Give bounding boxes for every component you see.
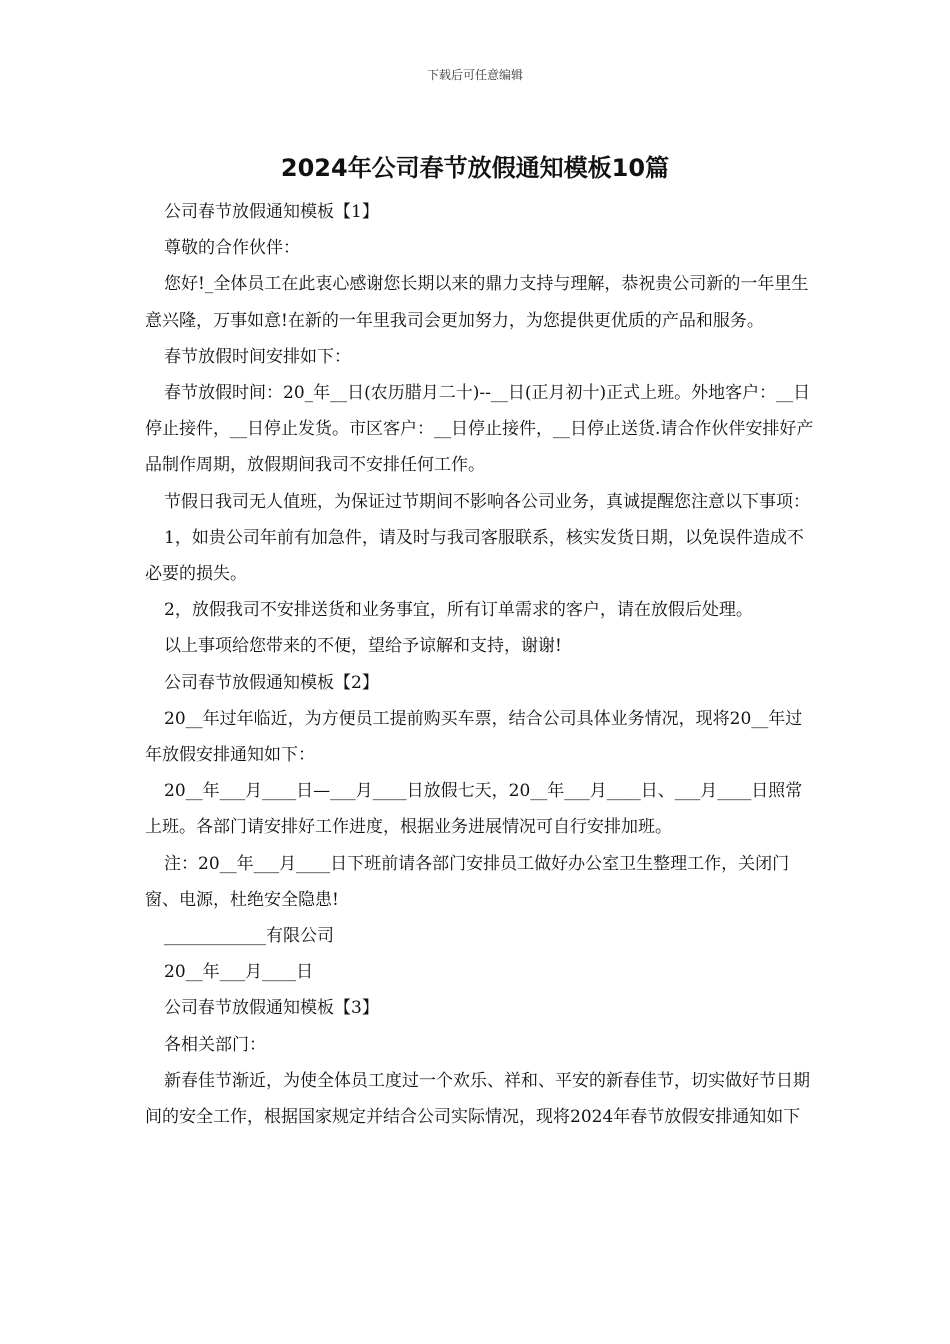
paragraph: 公司春节放假通知模板【2】 — [164, 672, 379, 693]
paragraph: 1，如贵公司年前有加急件，请及时与我司客服联系，核实发货日期，以免误件造成不必要的损失。 — [145, 527, 804, 585]
paragraph: 20__年过年临近，为方便员工提前购买车票，结合公司具体业务情况，现将20__年过年放假安排通知如下： — [145, 708, 803, 766]
header-note: 下载后可任意编辑 — [426, 68, 523, 82]
paragraph: 公司春节放假通知模板【3】 — [164, 998, 379, 1019]
paragraph: 各相关部门： — [164, 1034, 266, 1055]
document-body — [145, 194, 815, 1135]
paragraph: 20__年___月____日 — [164, 962, 314, 983]
paragraph: 以上事项给您带来的不便，望给予谅解和支持，谢谢! — [164, 636, 562, 657]
paragraph: 节假日我司无人值班，为保证过节期间不影响各公司业务，真诚提醒您注意以下事项： — [164, 491, 810, 512]
paragraph: 注：20__年___月____日下班前请各部门安排员工做好办公室卫生整理工作，关闭门窗、电源，杜绝安全隐患! — [145, 853, 790, 910]
paragraph: 春节放假时间：20_年__日(农历腊月二十)--__日(正月初十)正式上班。外地客户：__日停止接件，__日停止发货。市区客户：__日停止接件，__日停止送货.请合作伙伴安排好产品制作周期，放假期间我司不安排任何工作。 — [145, 383, 814, 476]
paragraph: ____________有限公司 — [164, 926, 334, 947]
paragraph: 新春佳节渐近，为使全体员工度过一个欢乐、祥和、平安的新春佳节，切实做好节日期间的安全工作，根据国家规定并结合公司实际情况，现将2024年春节放假安排通知如下 — [145, 1070, 810, 1128]
document-title: 2024年公司春节放假通知模板10篇 — [280, 154, 670, 182]
paragraph: 2，放假我司不安排送货和业务事宜，所有订单需求的客户，请在放假后处理。 — [164, 600, 753, 621]
paragraph: 尊敬的合作伙伴： — [164, 238, 300, 259]
paragraph: 您好!_全体员工在此衷心感谢您长期以来的鼎力支持与理解，恭祝贵公司新的一年里生意兴隆，万事如意!在新的一年里我司会更加努力，为您提供更优质的产品和服务。 — [145, 274, 809, 331]
paragraph: 20__年___月____日—___月____日放假七天，20__年___月____日、___月____日照常上班。各部门请安排好工作进度，根据业务进展情况可自行安排加班。 — [145, 781, 803, 838]
paragraph: 公司春节放假通知模板【1】 — [164, 202, 379, 222]
paragraph: 春节放假时间安排如下： — [164, 346, 351, 367]
